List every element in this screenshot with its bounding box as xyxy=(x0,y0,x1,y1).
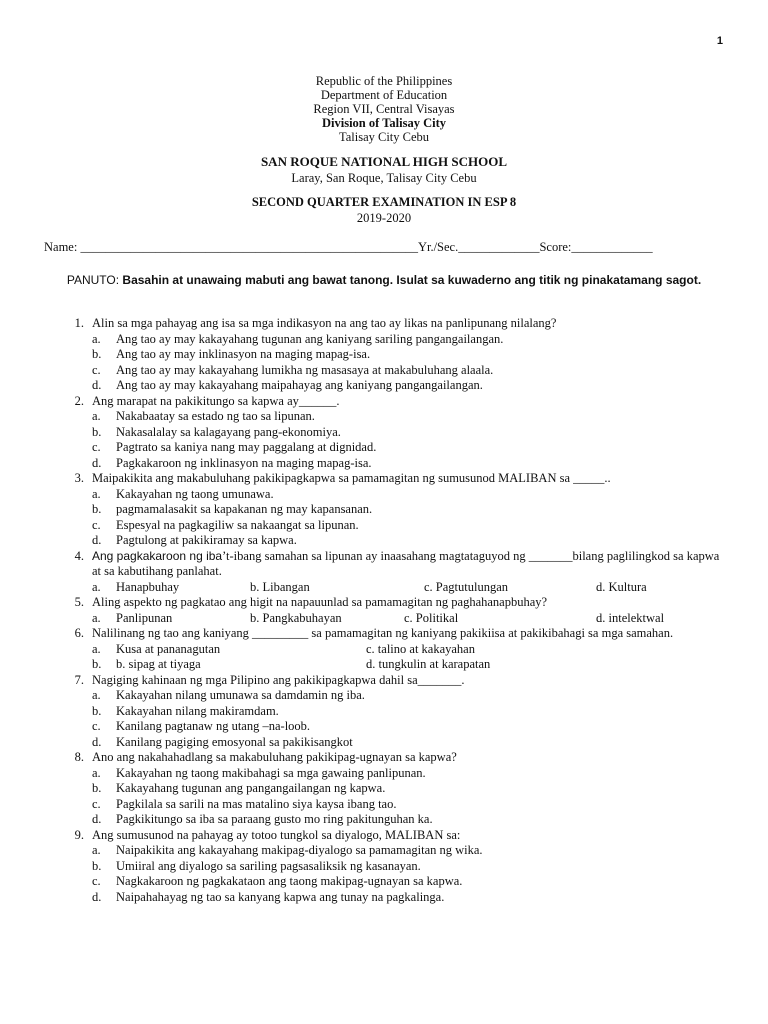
question-number: 3. xyxy=(74,471,84,485)
document-header xyxy=(0,74,768,144)
choice-a: a. Kakayahan nilang umunawa sa damdamin ng iba. xyxy=(92,688,365,702)
question-number: 8. xyxy=(74,750,84,764)
choice-b: b. b. sipag at tiyaga xyxy=(92,657,201,671)
header-line-department: Department of Education xyxy=(320,88,448,102)
choice-b: b. Kakayahan nilang makiramdam. xyxy=(92,703,279,718)
exam-title: SECOND QUARTER EXAMINATION IN ESP 8 xyxy=(251,195,517,209)
choice-d: d. Kanilang pagiging emosyonal sa pakikisangkot xyxy=(92,734,353,749)
question-list xyxy=(44,316,724,905)
choice-b: b. Kakayahang tugunan ang pangangailangan ng kapwa. xyxy=(92,781,386,795)
exam-block xyxy=(0,194,768,226)
question-number: 4. xyxy=(74,548,84,563)
choice-c: c. Pagtutulungan xyxy=(424,579,509,594)
question-1 xyxy=(44,316,724,394)
choice-c: c. Ang tao ay may kakayahang lumikha ng masasaya at makabuluhang alaala. xyxy=(92,362,494,377)
page-number: 1 xyxy=(716,35,723,47)
question-stem: Ang marapat na pakikitungo sa kapwa ay______. xyxy=(92,393,340,408)
choice-c: c. Pagtrato sa kaniya nang may paggalang at dignidad. xyxy=(92,440,377,454)
choice-c: c. Kanilang pagtanaw ng utang –na-loob. xyxy=(92,719,311,733)
question-number: 5. xyxy=(74,595,84,609)
choice-b: b. pagmamalasakit sa kapakanan ng may kapansanan. xyxy=(92,502,373,516)
question-stem: Ano ang nakahahadlang sa makabuluhang pakikipag-ugnayan sa kapwa? xyxy=(92,750,457,764)
question-7 xyxy=(44,673,724,751)
question-6 xyxy=(44,626,724,673)
choice-d: d. Ang tao ay may kakayahang maipahayag ang kaniyang pangangailangan. xyxy=(92,378,483,392)
choice-d: d. Naipahahayag ng tao sa kanyang kapwa ang tunay na pagkalinga. xyxy=(92,889,445,904)
choice-b: b. Ang tao ay may inklinasyon na maging mapag-isa. xyxy=(92,347,371,361)
question-stem: Aling aspekto ng pagkatao ang higit na napauunlad sa pamamagitan ng paghahanapbuhay? xyxy=(92,595,548,609)
question-3 xyxy=(44,471,724,549)
question-number: 1. xyxy=(74,316,84,330)
choice-d: d. Pagkakaroon ng inklinasyon na maging mapag-isa. xyxy=(92,455,372,470)
question-8 xyxy=(44,750,724,828)
choice-b: b. Pangkabuhayan xyxy=(250,610,342,625)
question-stem: Alin sa mga pahayag ang isa sa mga indikasyon na ang tao ay likas na panlipunang nilalang? xyxy=(92,316,557,330)
choice-b: b. Nakasalalay sa kalagayang pang-ekonomiya. xyxy=(92,424,341,439)
choice-d: d. intelektwal xyxy=(596,610,665,625)
question-number: 2. xyxy=(74,393,84,408)
choice-row xyxy=(44,580,724,596)
question-9 xyxy=(44,828,724,906)
choice-a: a. Nakabaatay sa estado ng tao sa lipunan. xyxy=(92,409,315,423)
question-stem: Maipakikita ang makabuluhang pakikipagkapwa sa pamamagitan ng sumusunod MALIBAN sa _____.. xyxy=(92,471,611,485)
school-address: Laray, San Roque, Talisay City Cebu xyxy=(291,171,477,185)
choice-a: a. Kakayahan ng taong umunawa. xyxy=(92,486,274,501)
header-line-city: Talisay City Cebu xyxy=(338,130,430,144)
choice-a: a. Naipakikita ang kakayahang makipag-diyalogo sa pamamagitan ng wika. xyxy=(92,843,483,857)
choice-a: a. Hanapbuhay xyxy=(92,579,180,594)
choice-d: d. Kultura xyxy=(596,579,647,594)
exam-year: 2019-2020 xyxy=(356,211,412,225)
question-2 xyxy=(44,394,724,472)
question-stem: Nalilinang ng tao ang kaniyang _________ sa pamamagitan ng kaniyang pakikiisa at pakikibahagi sa mga samahan. xyxy=(92,626,674,640)
choice-row xyxy=(44,657,724,673)
choice-a: a. Ang tao ay may kakayahang tugunan ang kaniyang sariling pangangailangan. xyxy=(92,331,504,346)
choice-d: d. tungkulin at karapatan xyxy=(366,657,491,671)
instructions xyxy=(44,272,724,288)
question-number: 6. xyxy=(74,626,84,640)
question-stem: Ang sumusunod na pahayag ay totoo tungkol sa diyalogo, MALIBAN sa: xyxy=(92,827,461,842)
question-4 xyxy=(44,549,724,596)
question-5 xyxy=(44,595,724,626)
header-line-division: Division of Talisay City xyxy=(322,116,446,130)
choice-row xyxy=(44,642,724,658)
school-name: SAN ROQUE NATIONAL HIGH SCHOOL xyxy=(260,154,508,169)
question-stem: Ang pagkakaroon ng iba’t-ibang samahan sa lipunan ay inaasahang magtataguyod ng _______bilang paglilingkod sa kapwa at sa kabutihang panlahat. xyxy=(92,548,720,578)
choice-a: a. Kakayahan ng taong makibahagi sa mga gawaing panlipunan. xyxy=(92,765,426,780)
choice-b: b. Libangan xyxy=(250,579,310,594)
choice-a: a. Kusa at pananagutan xyxy=(92,641,221,656)
choice-c: c. Espesyal na pagkagiliw sa nakaangat sa lipunan. xyxy=(92,517,359,532)
header-line-region: Region VII, Central Visayas xyxy=(313,102,455,116)
choice-c: c. Pagkilala sa sarili na mas matalino siya kaysa ibang tao. xyxy=(92,796,397,811)
question-number: 9. xyxy=(74,827,84,842)
instructions-label: PANUTO: xyxy=(66,273,123,287)
choice-a: a. Panlipunan xyxy=(92,610,173,625)
choice-d: d. Pagkikitungo sa iba sa paraang gusto mo ring pakitunguhan ka. xyxy=(92,812,433,826)
choice-row xyxy=(44,611,724,627)
choice-b: b. Umiiral ang diyalogo sa sariling pagsasaliksik ng kasanayan. xyxy=(92,858,421,873)
question-stem: Nagiging kahinaan ng mga Pilipino ang pakikipagkapwa dahil sa_______. xyxy=(92,672,465,687)
header-line-republic: Republic of the Philippines xyxy=(315,74,453,88)
choice-c: c. Nagkakaroon ng pagkakataon ang taong makipag-ugnayan sa kapwa. xyxy=(92,874,463,888)
choice-c: c. Politikal xyxy=(404,610,459,625)
question-number: 7. xyxy=(74,672,84,687)
choice-d: d. Pagtulong at pakikiramay sa kapwa. xyxy=(92,533,297,547)
student-info-line: Name: ______________________________________________________Yr./Sec._____________Score:_____________ xyxy=(44,240,653,254)
school-block xyxy=(0,154,768,186)
choice-c: c. talino at kakayahan xyxy=(366,641,475,656)
instructions-text: Basahin at unawaing mabuti ang bawat tanong. Isulat sa kuwaderno ang titik ng pinakatamang sagot. xyxy=(122,273,702,287)
